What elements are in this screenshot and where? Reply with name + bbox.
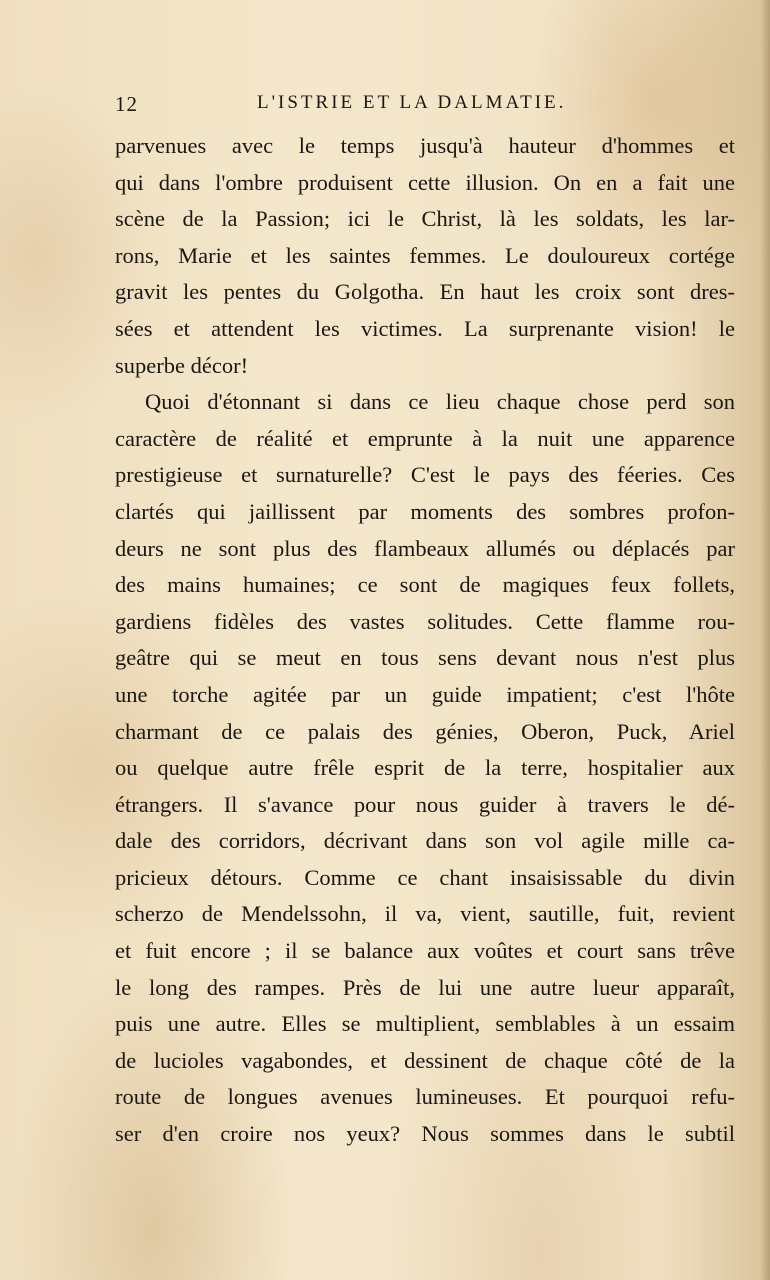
- page-edge-shadow: [760, 0, 770, 1280]
- text-line: geâtre qui se meut en tous sens devant nous n'est plus: [115, 645, 735, 671]
- text-line: pricieux détours. Comme ce chant insaisissable du divin: [115, 864, 735, 890]
- text-line: deurs ne sont plus des flambeaux allumés ou déplacés par: [115, 535, 735, 561]
- text-line: prestigieuse et surnaturelle? C'est le pays des féeries. Ces: [115, 462, 735, 488]
- text-line: de lucioles vagabondes, et dessinent de chaque côté de la: [115, 1047, 735, 1073]
- text-line: qui dans l'ombre produisent cette illusion. On en a fait une: [115, 169, 735, 195]
- text-line: scène de la Passion; ici le Christ, là les soldats, les lar-: [115, 206, 735, 232]
- text-line: une torche agitée par un guide impatient; c'est l'hôte: [115, 681, 735, 707]
- text-line: dale des corridors, décrivant dans son vol agile mille ca-: [115, 828, 735, 854]
- text-line: et fuit encore ; il se balance aux voûtes et court sans trêve: [115, 938, 735, 964]
- text-line: étrangers. Il s'avance pour nous guider à travers le dé-: [115, 791, 735, 817]
- text-line: sées et attendent les victimes. La surprenante vision! le: [115, 315, 735, 341]
- text-line: caractère de réalité et emprunte à la nuit une apparence: [115, 425, 735, 451]
- text-line: parvenues avec le temps jusqu'à hauteur d'hommes et: [115, 133, 735, 158]
- text-line: des mains humaines; ce sont de magiques feux follets,: [115, 572, 735, 598]
- text-line: superbe décor!: [115, 352, 249, 378]
- page-header: [115, 92, 735, 122]
- text-line: rons, Marie et les saintes femmes. Le douloureux cortége: [115, 242, 735, 268]
- text-line: scherzo de Mendelssohn, il va, vient, sautille, fuit, revient: [115, 901, 735, 927]
- text-line: ou quelque autre frêle esprit de la terre, hospitalier aux: [115, 755, 735, 781]
- text-line: gardiens fidèles des vastes solitudes. Cette flamme rou-: [115, 608, 735, 634]
- running-title: L'ISTRIE ET LA DALMATIE.: [257, 92, 567, 113]
- body-text: [115, 128, 735, 1153]
- text-line: clartés qui jaillissent par moments des sombres profon-: [115, 498, 735, 524]
- text-line: Quoi d'étonnant si dans ce lieu chaque chose perd son: [145, 389, 735, 415]
- text-line: ser d'en croire nos yeux? Nous sommes dans le subtil: [115, 1121, 735, 1147]
- text-line: puis une autre. Elles se multiplient, semblables à un essaim: [115, 1011, 735, 1037]
- text-line: charmant de ce palais des génies, Oberon, Puck, Ariel: [115, 718, 735, 744]
- text-line: route de longues avenues lumineuses. Et pourquoi refu-: [115, 1084, 735, 1110]
- text-line: gravit les pentes du Golgotha. En haut les croix sont dres-: [115, 279, 735, 305]
- text-line: le long des rampes. Près de lui une autre lueur apparaît,: [115, 974, 735, 1000]
- page-number: 12: [115, 92, 138, 116]
